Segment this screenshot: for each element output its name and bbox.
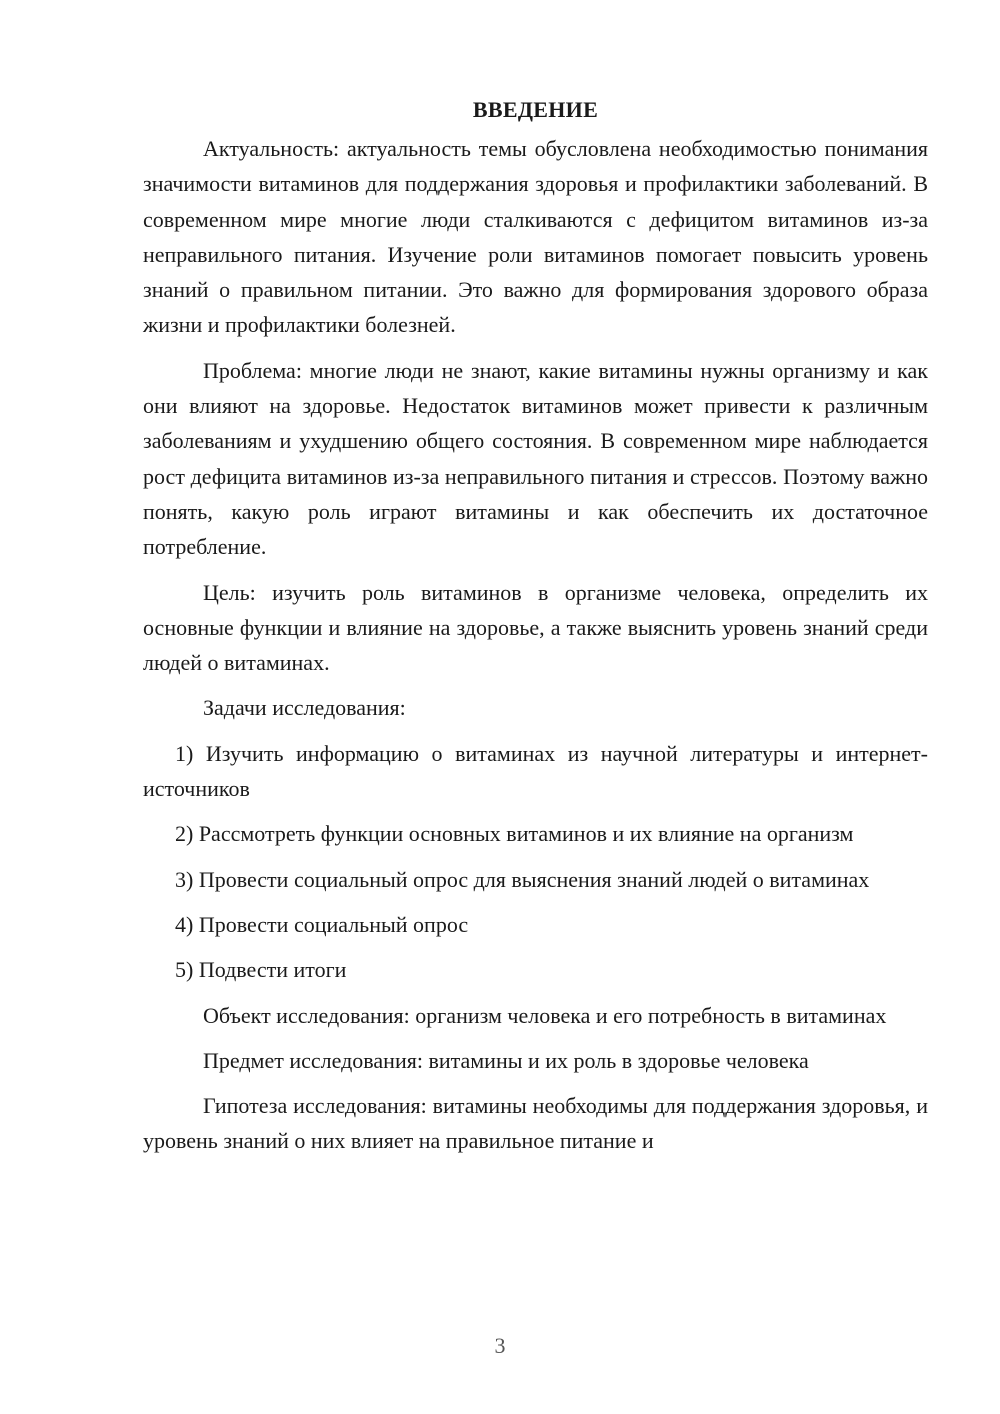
problem-paragraph: Проблема: многие люди не знают, какие витамины нужны организму и как они влияют на здоровье. Недостаток витаминов может привести к различным заболеваниям и ухудшению общего состояния. В современном мире наблюдается рост дефицита витаминов из-за неправильного питания и стрессов. Поэтому важно понять, какую роль играют витамины и как обеспечить их достаточное потребление. <box>143 357 928 560</box>
relevance-paragraph: Актуальность: актуальность темы обусловлена необходимостью понимания значимости витаминов для поддержания здоровья и профилактики заболеваний. В современном мире многие люди сталкиваются с дефицитом витаминов из-за неправильного питания. Изучение роли витаминов помогает повысить уровень знаний о правильном питании. Это важно для формирования здорового образа жизни и профилактики болезней. <box>143 136 928 338</box>
task-item-4: 4) Провести социальный опрос <box>175 911 469 937</box>
goal-paragraph: Цель: изучить роль витаминов в организме человека, определить их основные функции и влияние на здоровье, а также выяснить уровень знаний среди людей о витаминах. <box>143 579 928 676</box>
task-item-1: 1) Изучить информацию о витаминах из научной литературы и интернет-источников <box>143 740 928 802</box>
page-number: 3 <box>494 1333 506 1358</box>
document-page <box>143 92 928 1169</box>
task-item-5: 5) Подвести итоги <box>175 957 347 983</box>
hypothesis-paragraph: Гипотеза исследования: витамины необходимы для поддержания здоровья, и уровень знаний о них влияет на правильное питание и <box>143 1093 928 1154</box>
subject-paragraph: Предмет исследования: витамины и их роль в здоровье человека <box>203 1047 809 1073</box>
section-title: ВВЕДЕНИЕ <box>472 97 599 122</box>
task-item-2: 2) Рассмотреть функции основных витаминов и их влияние на организм <box>175 821 854 847</box>
task-item-3: 3) Провести социальный опрос для выяснения знаний людей о витаминах <box>175 866 870 892</box>
object-paragraph: Объект исследования: организм человека и его потребность в витаминах <box>203 1002 887 1028</box>
tasks-heading: Задачи исследования: <box>203 695 406 721</box>
